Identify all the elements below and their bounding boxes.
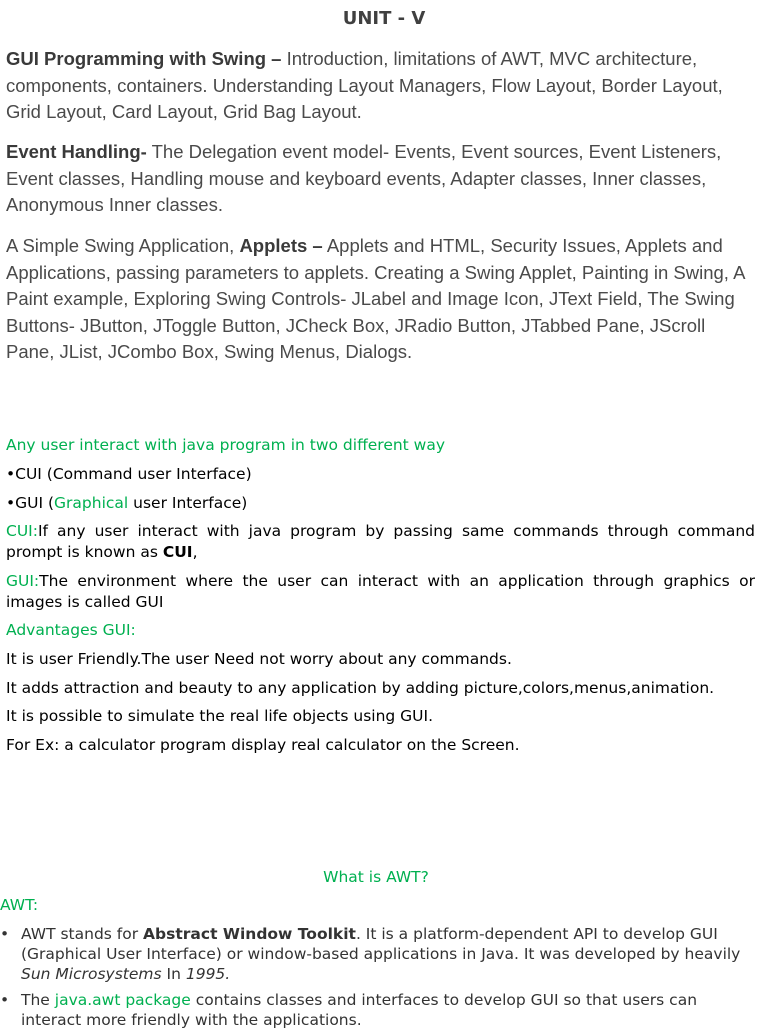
advantage-item: It is user Friendly.The user Need not worry about any commands.	[6, 650, 512, 668]
syllabus-text-events: The Delegation event model- Events, Event sources, Event Listeners, Event classes, Handling mouse and keyboard events, Adapter classes, Inner classes, Anonymous Inner classes.	[6, 141, 722, 215]
unit-title: UNIT - V	[342, 8, 426, 29]
cui-bold: CUI	[162, 543, 193, 561]
abstract-window-toolkit-bold: Abstract Window Toolkit	[143, 925, 356, 943]
bullet-dot-icon: •	[0, 925, 10, 943]
gui-label: GUI:	[6, 572, 40, 590]
bullet-dot-icon: •	[0, 991, 10, 1009]
cui-definition-text: If any user interact with java program by passing same commands through command prompt is known as	[6, 522, 755, 561]
cui-label: CUI:	[6, 522, 38, 540]
syllabus-lead-applets: A Simple Swing Application,	[6, 235, 240, 256]
bullet-text-part: . It is a platform-dependent API to develop GUI (Graphical User Interface) or window-based applications in Java. It was developed by heavily	[21, 925, 741, 963]
gui-definition-text: The environment where the user can interact with an application through graphics or images is called GUI	[6, 572, 755, 611]
syllabus-text-applets: Applets and HTML, Security Issues, Applets and Applications, passing parameters to applets. Creating a Swing Applet, Painting in Swing, A Paint example, Exploring Swing Controls- JLabel and Image Icon, JText Field, The Swing Buttons- JButton, JToggle Button, JCheck Box, JRadio Button, JTabbed Pane, JScroll Pane, JList, JCombo Box, Swing Menus, Dialogs.	[6, 235, 745, 362]
advantage-item: For Ex: a calculator program display real calculator on the Screen.	[6, 736, 520, 754]
syllabus-heading-swing: GUI Programming with Swing –	[6, 48, 282, 69]
awt-label: AWT:	[0, 896, 39, 914]
gui-item-graphical: Graphical	[54, 494, 129, 512]
awt-bullet-item	[0, 924, 748, 984]
bullet-text-part: contains classes and interfaces to develop GUI so that users can interact more friendly with the applications.	[21, 991, 698, 1029]
cui-list-item: •CUI (Command user Interface)	[6, 465, 252, 483]
year-italic: 1995.	[185, 965, 231, 983]
bullet-text-part: AWT stands for	[21, 925, 144, 943]
awt-question-heading: What is AWT?	[323, 868, 429, 886]
sun-microsystems-italic: Sun Microsystems	[21, 965, 162, 983]
awt-bullet-text	[21, 924, 748, 984]
cui-definition	[6, 521, 755, 563]
gui-item-suffix: user Interface)	[128, 494, 248, 512]
syllabus-paragraph-swing	[6, 46, 756, 126]
syllabus-paragraph-events	[6, 139, 756, 219]
java-awt-package-link: java.awt package	[54, 991, 191, 1009]
cui-end: ,	[192, 543, 198, 561]
syllabus-heading-events: Event Handling-	[6, 141, 147, 162]
syllabus-heading-applets: Applets –	[239, 235, 323, 256]
gui-definition	[6, 571, 755, 613]
awt-bullet-item	[0, 990, 748, 1030]
syllabus-paragraph-applets	[6, 233, 756, 366]
advantage-item: It adds attraction and beauty to any application by adding picture,colors,menus,animation.	[6, 679, 715, 697]
awt-bullet-text	[21, 990, 748, 1030]
bullet-text-part: In	[161, 965, 186, 983]
gui-item-prefix: •GUI (	[6, 494, 55, 512]
syllabus-text-swing: Introduction, limitations of AWT, MVC architecture, components, containers. Understanding Layout Managers, Flow Layout, Border Layout, Grid Layout, Card Layout, Grid Bag Layout.	[6, 48, 723, 122]
bullet-text-part: The	[21, 991, 55, 1009]
advantage-item: It is possible to simulate the real life objects using GUI.	[6, 707, 434, 725]
advantages-heading: Advantages GUI:	[6, 621, 136, 639]
intro-line: Any user interact with java program in two different way	[6, 436, 446, 454]
gui-list-item	[6, 493, 755, 514]
